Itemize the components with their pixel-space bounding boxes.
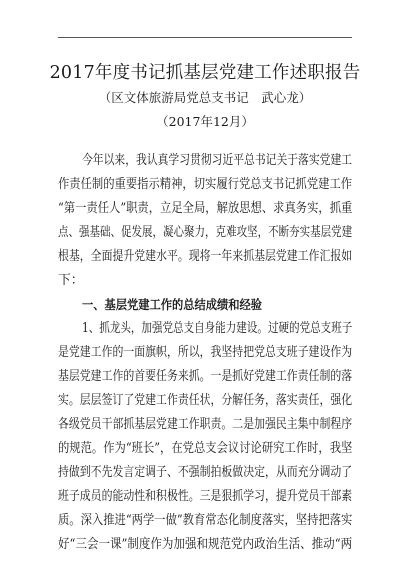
body-line-6: 下： [58, 273, 84, 288]
body-line-9: 是党建工作的一面旗帜，所以，我坚持把党总支班子建设作为 [58, 345, 353, 360]
body-line-5: 根基，全面提升党建水平。现将一年来抓基层党建工作汇报如 [58, 249, 353, 264]
body-line-15: 班子成员的能动性和积极性。三是狠抓学习，提升党员干部素 [58, 489, 353, 504]
body-line-10: 基层党建工作的首要任务来抓。一是抓好党建工作责任制的落 [58, 369, 353, 384]
body-line-4: 点、强基础、促发展，凝心聚力，克难攻坚，不断夯实基层党建 [58, 225, 353, 240]
body-line-17: 好“三会一课”制度作为加强和规范党内政治生活、推动“两 [58, 537, 353, 552]
body-line-14: 持做到不先发言定调子、不强制拍板做决定，从而充分调动了 [58, 465, 353, 480]
document-date: （2017年12月） [156, 114, 254, 129]
body-line-13: 的规范。作为“班长”，在党总支会议讨论研究工作时，我坚 [58, 441, 353, 456]
body-line-1: 今年以来，我认真学习贯彻习近平总书记关于落实党建工 [82, 153, 353, 168]
document-subtitle: （区文体旅游局党总支书记 武心龙） [98, 90, 312, 105]
body-line-2: 作责任制的重要指示精神，切实履行党总支书记抓党建工作 [58, 177, 353, 192]
body-line-16: 质。深入推进“两学一做”教育常态化制度落实，坚持把落实 [58, 513, 353, 528]
body-line-8: 1、抓龙头，加强党总支自身能力建设。过硬的党总支班子 [82, 321, 353, 336]
section-heading-1: 一、基层党建工作的总结成绩和经验 [82, 297, 263, 312]
body-line-11: 实。层层签订了党建工作责任状，分解任务，落实责任，强化 [58, 393, 353, 408]
document-title: 2017年度书记抓基层党建工作述职报告 [49, 63, 361, 83]
body-line-12: 各级党员干部抓基层党建工作职责。二是加强民主集中制程序 [58, 417, 353, 432]
body-line-3: “第一责任人”职责，立足全局，解放思想、求真务实，抓重 [58, 201, 353, 216]
header-rule [58, 37, 352, 38]
